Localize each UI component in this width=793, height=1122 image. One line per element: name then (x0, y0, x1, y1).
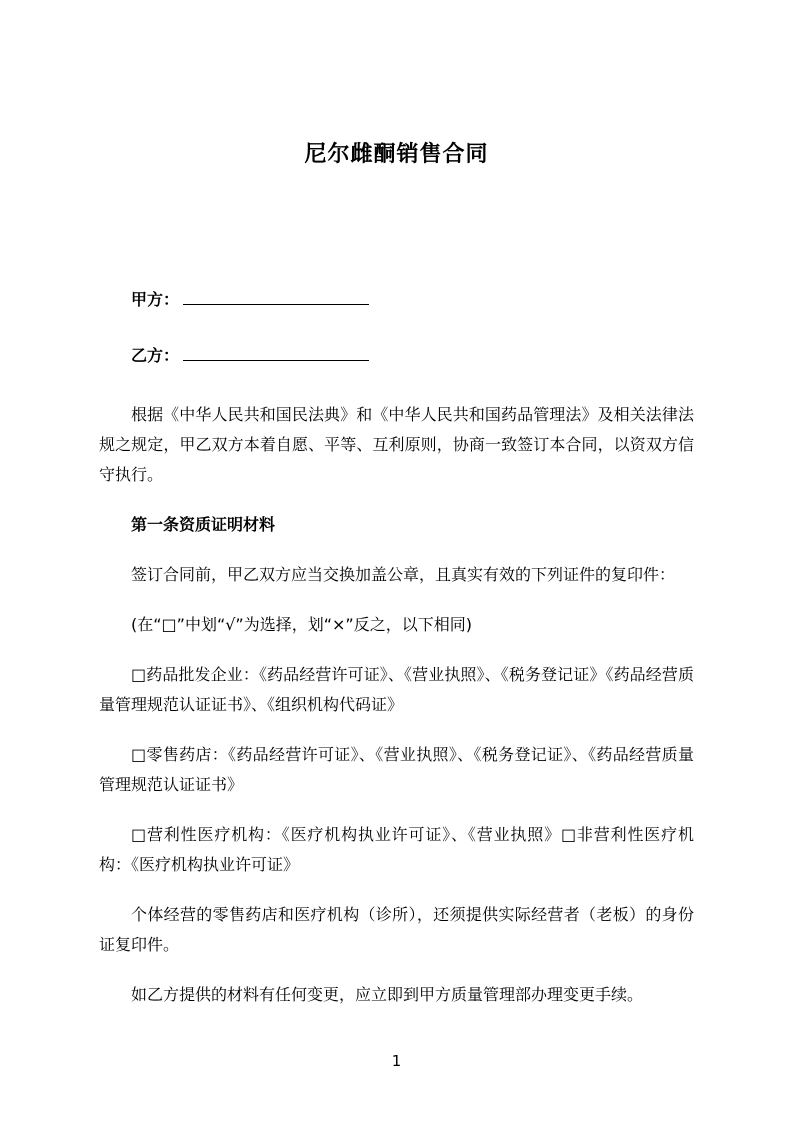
paragraph-tick-note: (在“□”中划“√”为选择，划“×”反之，以下相同) (131, 615, 472, 634)
party-b-blank (183, 345, 369, 361)
paragraph-wholesale-docs: □药品批发企业：《药品经营许可证》、《营业执照》、《税务登记证》《药品经营质量管理规范认证证书》、《组织机构代码证》 (99, 665, 694, 714)
paragraph-individual-operator: 个体经营的零售药店和医疗机构（诊所），还须提供实际经营者（老板）的身份证复印件。 (99, 905, 694, 954)
page-number: 1 (391, 1052, 402, 1070)
paragraph-retail-docs: □零售药店：《药品经营许可证》、《营业执照》、《税务登记证》、《药品经营质量管理规范认证证书》 (99, 745, 694, 794)
party-a-blank (183, 289, 369, 305)
paragraph-change-notice: 如乙方提供的材料有任何变更，应立即到甲方质量管理部办理变更手续。 (131, 985, 644, 1004)
party-b-line (99, 344, 694, 368)
party-a-line (99, 288, 694, 312)
document-title: 尼尔雌酮销售合同 (304, 142, 489, 167)
paragraph-intro: 根据《中华人民共和国民法典》和《中华人民共和国药品管理法》及相关法律法规之规定，甲乙双方本着自愿、平等、互利原则，协商一致签订本合同，以资双方信守执行。 (99, 405, 694, 484)
paragraph-exchange-requirement: 签订合同前，甲乙双方应当交换加盖公章，且真实有效的下列证件的复印件： (131, 565, 676, 584)
paragraph-medical-docs: □营利性医疗机构：《医疗机构执业许可证》、《营业执照》□非营利性医疗机构：《医疗机构执业许可证》 (99, 825, 694, 874)
party-a-label: 甲方： (131, 290, 180, 309)
party-b-label: 乙方： (131, 346, 180, 365)
clause-1-heading: 第一条资质证明材料 (131, 515, 276, 534)
